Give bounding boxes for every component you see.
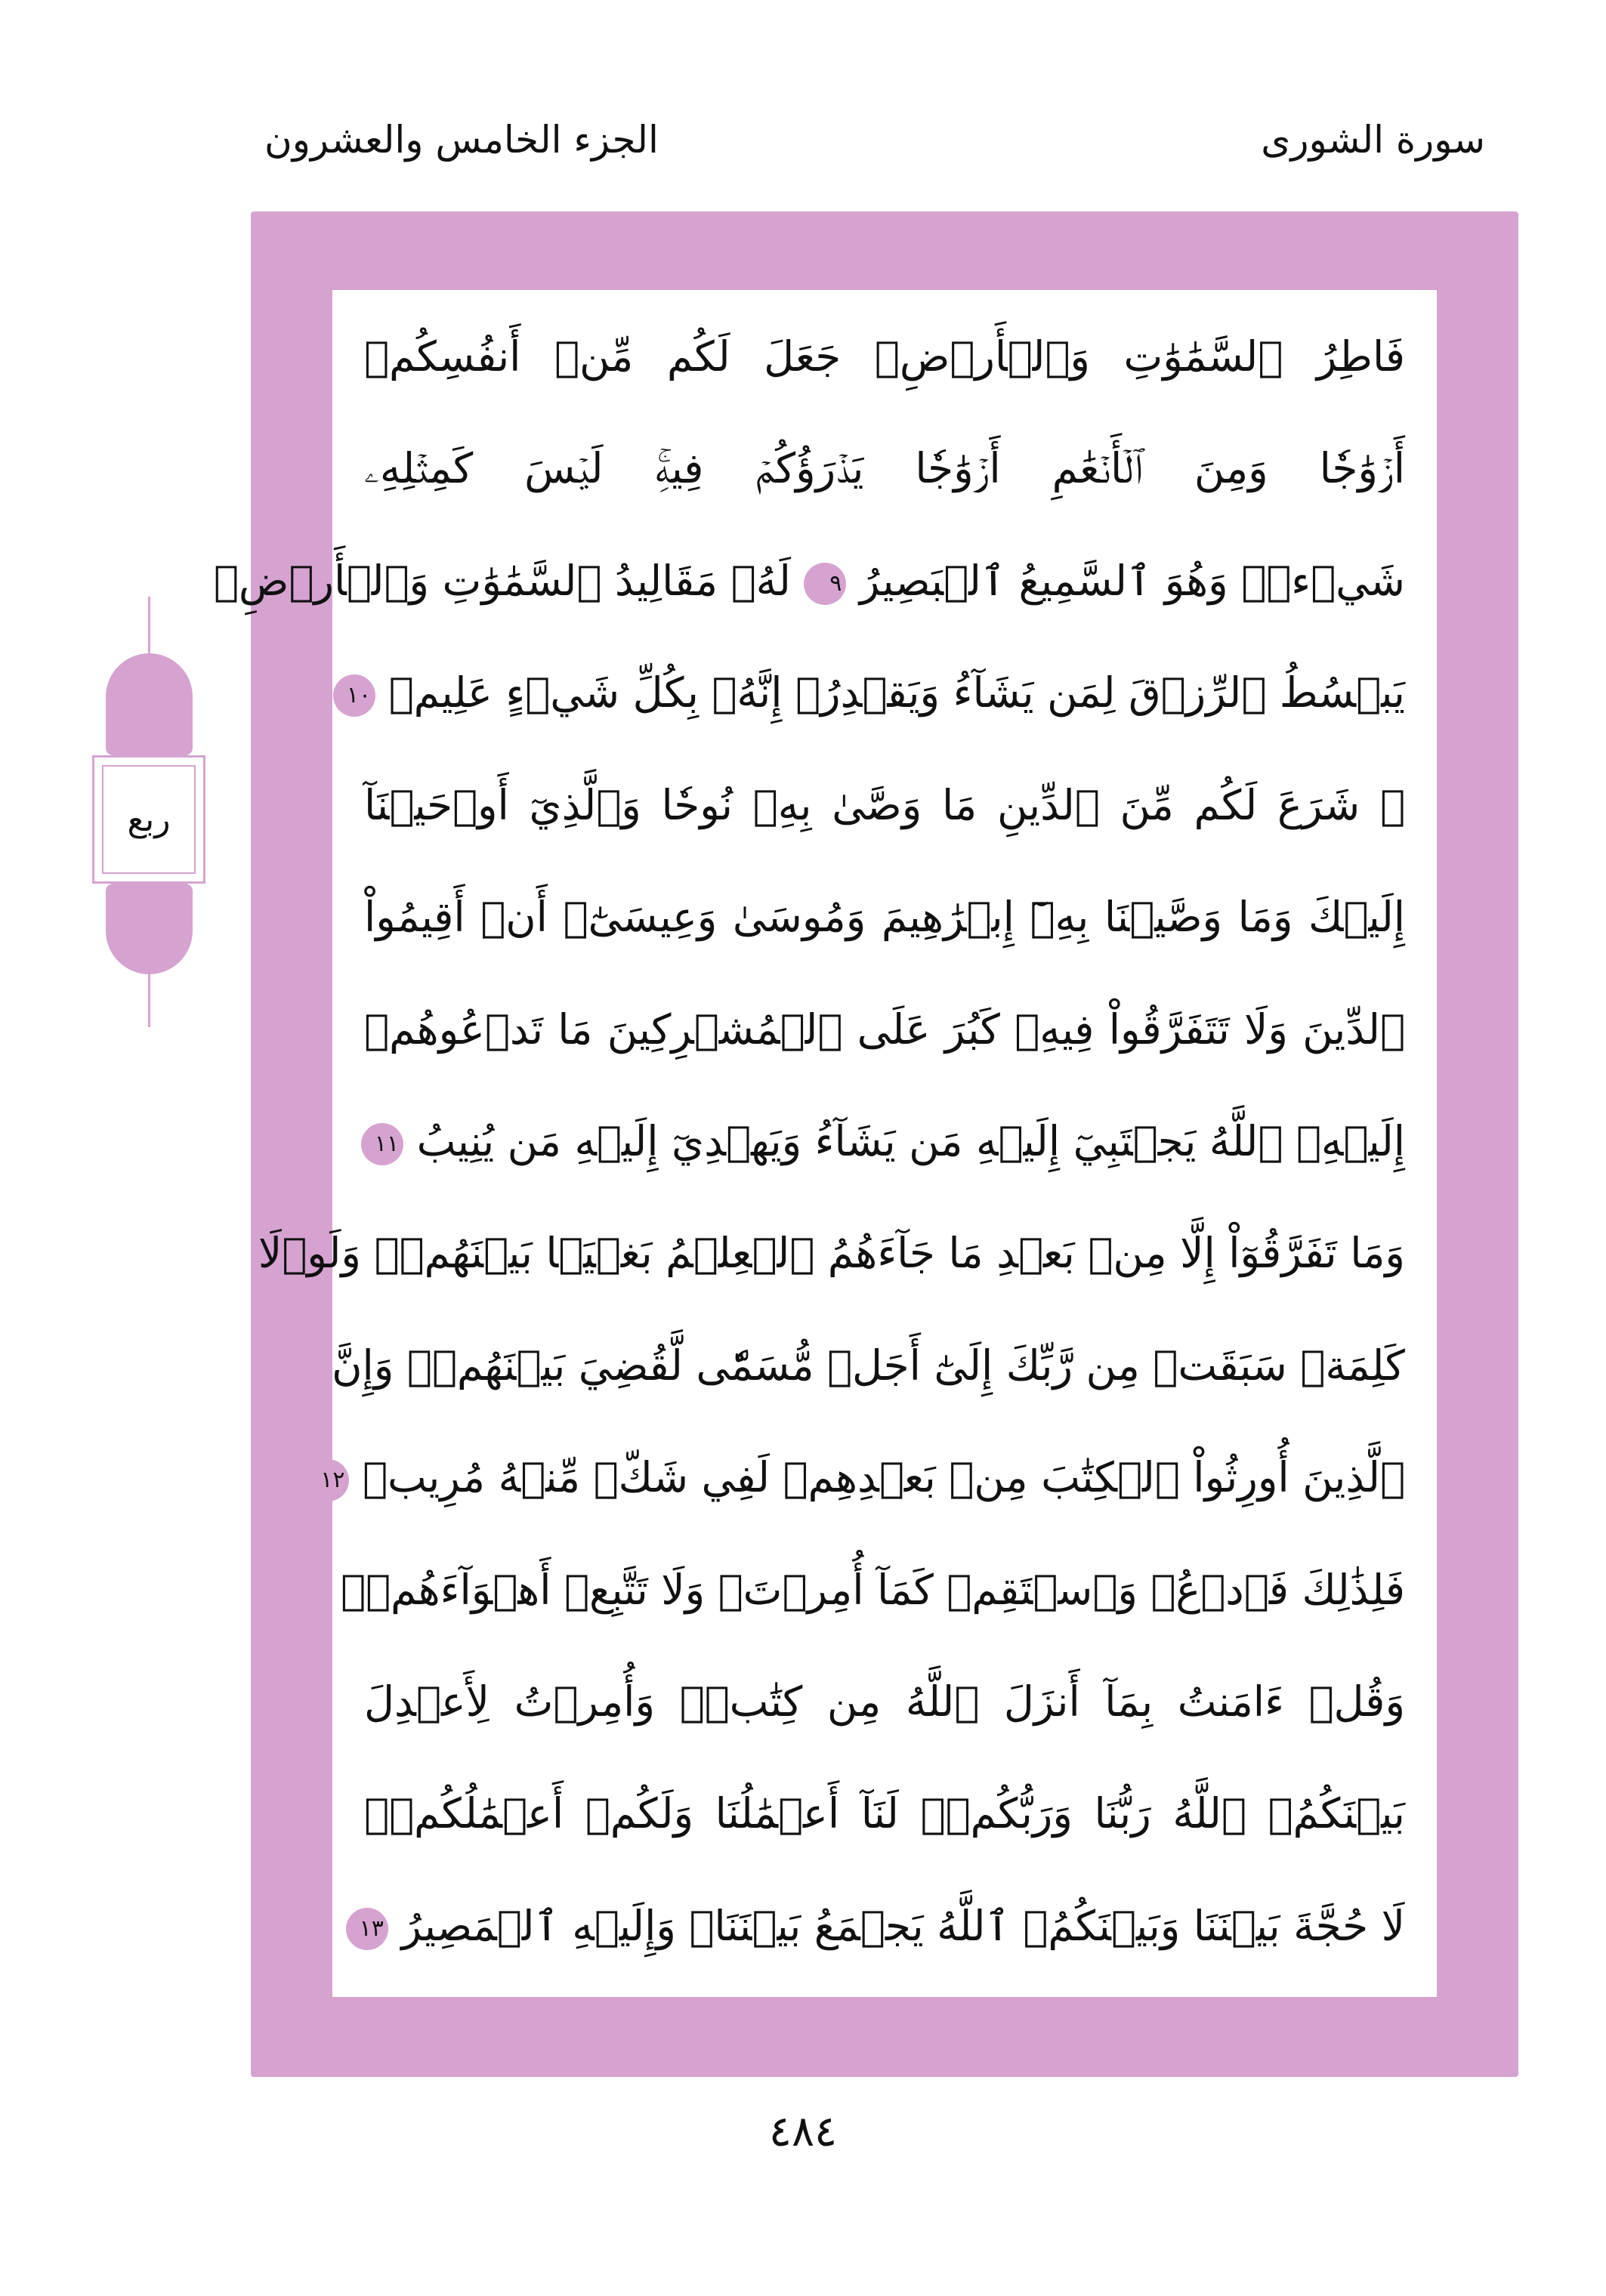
- text-line: فَلِذَٰلِكَ فَٱدۡعُۖ وَٱسۡتَقِمۡ كَمَآ أُمِرۡتَۖ وَلَا تَتَّبِعۡ أَهۡوَآءَهُمۡۖ: [341, 1565, 1405, 1614]
- surah-name-header: سورة الشورى: [1261, 118, 1485, 162]
- text-line: ٱلدِّينَ وَلَا تَتَفَرَّقُواْ فِيهِۚ كَبُرَ عَلَى ٱلۡمُشۡرِكِينَ مَا تَدۡعُوهُمۡ: [364, 1004, 1405, 1054]
- hizb-marker-dome-top: [106, 653, 193, 755]
- ayah-number: ١٢: [307, 1459, 349, 1501]
- text-line: إِلَيۡهِۚ ٱللَّهُ يَجۡتَبِيٓ إِلَيۡهِ مَن يَشَآءُ وَيَهۡدِيٓ إِلَيۡهِ مَن يُنِيبُ ١١: [364, 1093, 1405, 1190]
- hizb-marker-dome-bottom: [106, 884, 193, 974]
- text-line: فَاطِرُ ٱلسَّمَٰوَٰتِ وَٱلۡأَرۡضِۚ جَعَلَ لَكُم مِّنۡ أَنفُسِكُمۡ: [364, 332, 1405, 381]
- text-line: وَقُلۡ ءَامَنتُ بِمَآ أَنزَلَ ٱللَّهُ مِن كِتَٰبٖۖ وَأُمِرۡتُ لِأَعۡدِلَ: [364, 1677, 1405, 1727]
- page-frame: [213, 211, 1518, 2077]
- ayah-number: ٩: [804, 563, 846, 605]
- text-line: يَبۡسُطُ ٱلرِّزۡقَ لِمَن يَشَآءُ وَيَقۡدِرُۚ إِنَّهُۥ بِكُلِّ شَيۡءٍ عَلِيمٞ ١٠: [364, 644, 1405, 741]
- juz-name-header: الجزء الخامس والعشرون: [264, 118, 659, 162]
- text-line: بَيۡنَكُمُۖ ٱللَّهُ رَبُّنَا وَرَبُّكُمۡۖ لَنَآ أَعۡمَٰلُنَا وَلَكُمۡ أَعۡمَٰلُكُمۡۖ: [364, 1789, 1405, 1838]
- ayah-number: ١١: [361, 1123, 403, 1165]
- text-line: ۞ شَرَعَ لَكُم مِّنَ ٱلدِّينِ مَا وَصَّىٰ بِهِۦ نُوحٗا وَٱلَّذِيٓ أَوۡحَيۡنَآ: [364, 780, 1405, 829]
- quran-text: [213, 308, 1405, 1974]
- hizb-marker: [92, 755, 205, 884]
- ayah-number: ١٣: [346, 1908, 388, 1950]
- text-line: إِلَيۡكَ وَمَا وَصَّيۡنَا بِهِۦٓ إِبۡرَٰهِيمَ وَمُوسَىٰ وَعِيسَىٰٓۖ أَنۡ أَقِيمُواْ: [364, 893, 1405, 942]
- text-line: أَزۡوَٰجٗا وَمِنَ ٱلۡأَنۡعَٰمِ أَزۡوَٰجٗا يَذۡرَؤُكُمۡ فِيهِۚ لَيۡسَ كَمِثۡلِهِۦ: [364, 444, 1405, 493]
- ayah-number: ١٠: [333, 674, 375, 717]
- page-number: ٤٨٤: [768, 2107, 838, 2156]
- text-line: ٱلَّذِينَ أُورِثُواْ ٱلۡكِتَٰبَ مِنۢ بَعۡدِهِمۡ لَفِي شَكّٖ مِّنۡهُ مُرِيبٖ ١٢: [364, 1429, 1405, 1526]
- text-panel: [213, 290, 1437, 1997]
- text-line: شَيۡءٞۖ وَهُوَ ٱلسَّمِيعُ ٱلۡبَصِيرُ ٩ لَهُۥ مَقَالِيدُ ٱلسَّمَٰوَٰتِ وَٱلۡأَرۡضِۖ: [213, 556, 1405, 605]
- text-line: لَا حُجَّةَ بَيۡنَنَا وَبَيۡنَكُمُۖ ٱللَّهُ يَجۡمَعُ بَيۡنَنَاۖ وَإِلَيۡهِ ٱلۡمَصِيرُ ١٣: [364, 1878, 1405, 1974]
- hizb-marker-label: ربع: [102, 765, 196, 874]
- text-line: وَمَا تَفَرَّقُوٓاْ إِلَّا مِنۢ بَعۡدِ مَا جَآءَهُمُ ٱلۡعِلۡمُ بَغۡيَۢا بَيۡنَهُمۡۚ وَلَوۡلَا: [258, 1229, 1405, 1278]
- text-line: كَلِمَةٞ سَبَقَتۡ مِن رَّبِّكَ إِلَىٰٓ أَجَلٖ مُّسَمّٗى لَّقُضِيَ بَيۡنَهُمۡۚ وَإِنَّ: [332, 1341, 1405, 1390]
